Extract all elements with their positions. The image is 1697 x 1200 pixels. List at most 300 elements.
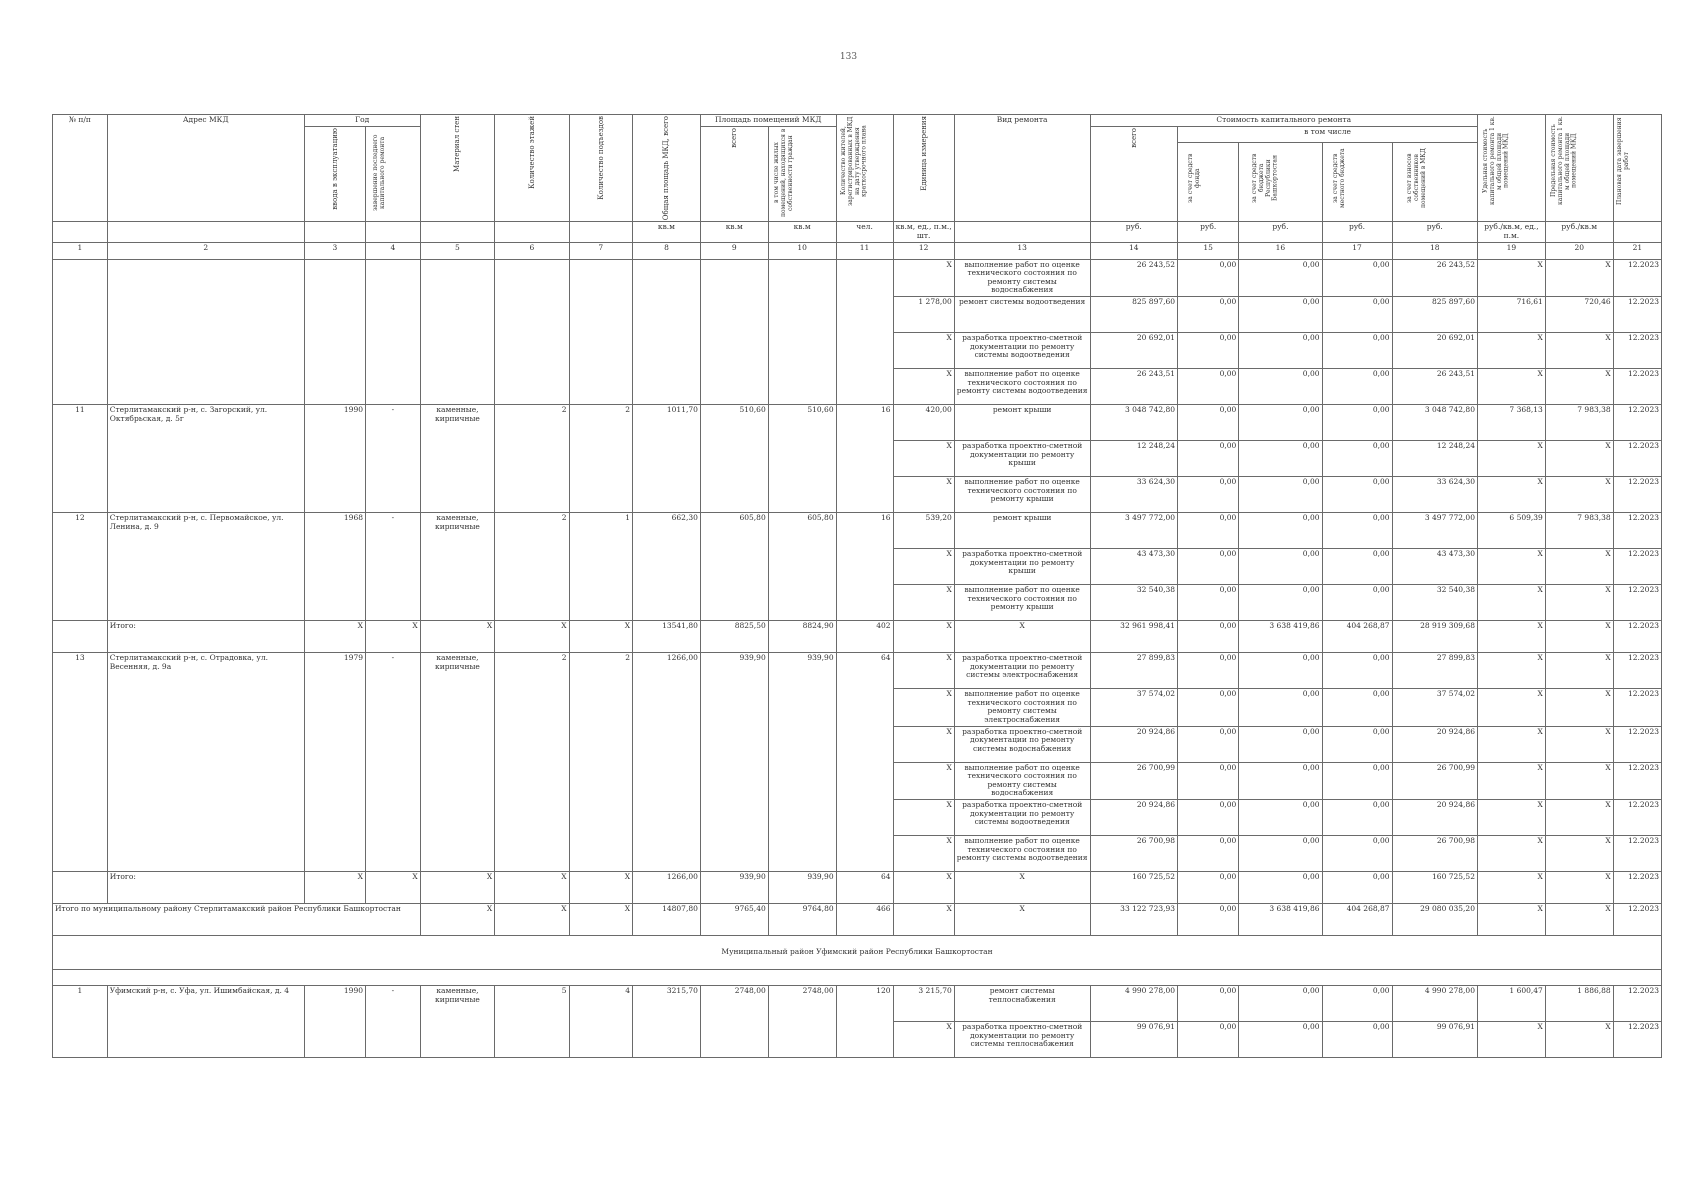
header-cost-total: всего [1090,127,1178,222]
repair-type: выполнение работ по оценке технического состояния по ремонту системы водоснабжения [954,259,1090,297]
unit-cell: руб./кв.м [1545,222,1613,242]
page-number: 133 [839,52,858,62]
unit-cell [107,222,304,242]
cost-owners: 27 899,83 [1392,653,1477,689]
column-number: 14 [1090,242,1178,259]
cost-fund: 0,00 [1178,1022,1239,1058]
unit-cell [495,222,569,242]
empty-cell [495,259,569,405]
cost-republic: 0,00 [1239,513,1322,549]
unit-cell: руб. [1090,222,1178,242]
specific-cost: X [1477,800,1545,836]
header-year-last-repair: завершение последнего капитального ремонта [366,127,421,222]
total-row [53,872,1662,904]
cost-owners: 3 048 742,80 [1392,405,1477,441]
cost-republic: 0,00 [1239,689,1322,727]
cost-owners: 12 248,24 [1392,441,1477,477]
max-cost: 7 983,38 [1545,405,1613,441]
cost-total: 32 961 998,41 [1090,621,1178,653]
empty-cell [53,872,108,904]
capital-repair-table [52,114,1662,1058]
cost-fund: 0,00 [1178,800,1239,836]
empty-cell [768,259,836,405]
residents: 16 [836,513,893,621]
area-total: 605,80 [700,513,768,621]
specific-cost: X [1477,689,1545,727]
wall-material: каменные, кирпичные [420,653,494,872]
unit-value: X [893,259,954,297]
year-last-repair: - [366,405,421,513]
completion-date: 12.2023 [1613,689,1661,727]
house-address: Стерлитамакский р-н, с. Отрадовка, ул. Весенняя, д. 9а [107,653,304,872]
column-number: 1 [53,242,108,259]
cost-total: 27 899,83 [1090,653,1178,689]
cost-fund: 0,00 [1178,836,1239,872]
x-mark: X [366,621,421,653]
specific-cost: X [1477,441,1545,477]
header-cost-fund: за счет средств фонда [1178,142,1239,222]
cost-total: 4 990 278,00 [1090,986,1178,1022]
header-max-cost: Предельная стоимость капитального ремонта 1 кв. м общей площади помещений МКД [1545,115,1613,222]
unit-value: X [893,369,954,405]
cost-owners: 825 897,60 [1392,297,1477,333]
specific-cost: X [1477,762,1545,800]
unit-cell [1613,222,1661,242]
unit-cell: кв.м [633,222,701,242]
cost-republic: 0,00 [1239,585,1322,621]
column-number: 16 [1239,242,1322,259]
cost-republic: 0,00 [1239,297,1322,333]
specific-cost: X [1477,333,1545,369]
cost-owners: 29 080 035,20 [1392,904,1477,936]
specific-cost: X [1477,872,1545,904]
cost-fund: 0,00 [1178,872,1239,904]
cost-owners: 26 243,52 [1392,259,1477,297]
table-row [53,513,1662,549]
repair-type: разработка проектно-сметной документации по ремонту системы электроснабжения [954,653,1090,689]
completion-date: 12.2023 [1613,872,1661,904]
completion-date: 12.2023 [1613,762,1661,800]
repair-type: разработка проектно-сметной документации по ремонту системы водоснабжения [954,726,1090,762]
max-cost: X [1545,477,1613,513]
unit-cell: чел. [836,222,893,242]
completion-date: 12.2023 [1613,836,1661,872]
max-cost: 720,46 [1545,297,1613,333]
cost-owners: 160 725,52 [1392,872,1477,904]
x-mark: X [893,621,954,653]
x-mark: X [420,872,494,904]
x-mark: X [495,904,569,936]
table-row [53,653,1662,689]
area-residential: 9764,80 [768,904,836,936]
unit-cell: руб. [1178,222,1239,242]
unit-cell [53,222,108,242]
specific-cost: 6 509,39 [1477,513,1545,549]
header-including: в том числе [1178,127,1478,143]
cost-total: 26 700,98 [1090,836,1178,872]
cost-total: 33 122 723,93 [1090,904,1178,936]
cost-local: 0,00 [1322,872,1392,904]
cost-total: 26 243,52 [1090,259,1178,297]
cost-republic: 0,00 [1239,333,1322,369]
column-number: 9 [700,242,768,259]
floors: 2 [495,405,569,513]
unit-value: X [893,333,954,369]
column-number: 18 [1392,242,1477,259]
house-number: 11 [53,405,108,513]
cost-republic: 3 638 419,86 [1239,904,1322,936]
cost-owners: 20 924,86 [1392,800,1477,836]
column-number: 11 [836,242,893,259]
cost-local: 0,00 [1322,441,1392,477]
empty-cell [107,259,304,405]
cost-fund: 0,00 [1178,441,1239,477]
cost-total: 20 692,01 [1090,333,1178,369]
specific-cost: 1 600,47 [1477,986,1545,1022]
unit-value: X [893,689,954,727]
cost-owners: 99 076,91 [1392,1022,1477,1058]
unit-value: 420,00 [893,405,954,441]
entrances: 1 [569,513,632,621]
cost-republic: 0,00 [1239,986,1322,1022]
cost-owners: 4 990 278,00 [1392,986,1477,1022]
x-mark: X [304,621,365,653]
total-area: 1266,00 [633,872,701,904]
column-number: 13 [954,242,1090,259]
unit-value: X [893,653,954,689]
house-address: Стерлитамакский р-н, с. Первомайское, ул. Ленина, д. 9 [107,513,304,621]
entrances: 2 [569,653,632,872]
floors: 5 [495,986,569,1058]
completion-date: 12.2023 [1613,441,1661,477]
year-commission: 1968 [304,513,365,621]
column-number: 15 [1178,242,1239,259]
cost-republic: 0,00 [1239,836,1322,872]
max-cost: X [1545,872,1613,904]
floors: 2 [495,513,569,621]
column-number: 21 [1613,242,1661,259]
cost-owners: 20 692,01 [1392,333,1477,369]
header-area-total: всего [700,127,768,222]
unit-value: X [893,549,954,585]
x-mark: X [304,872,365,904]
max-cost: X [1545,904,1613,936]
house-number: 1 [53,986,108,1058]
unit-cell [954,222,1090,242]
completion-date: 12.2023 [1613,297,1661,333]
max-cost: X [1545,1022,1613,1058]
repair-type: ремонт крыши [954,513,1090,549]
unit-value: 3 215,70 [893,986,954,1022]
cost-republic: 0,00 [1239,405,1322,441]
cost-republic: 0,00 [1239,726,1322,762]
year-commission: 1990 [304,986,365,1058]
cost-local: 0,00 [1322,726,1392,762]
total-area: 1266,00 [633,653,701,872]
unit-value: X [893,762,954,800]
cost-total: 26 700,99 [1090,762,1178,800]
area-total: 510,60 [700,405,768,513]
year-last-repair: - [366,653,421,872]
cost-local: 0,00 [1322,836,1392,872]
header-specific-cost: Удельная стоимость капитального ремонта 1 кв. м общей площади помещений МКД [1477,115,1545,222]
cost-local: 0,00 [1322,297,1392,333]
wall-material: каменные, кирпичные [420,986,494,1058]
house-number: 12 [53,513,108,621]
max-cost: X [1545,800,1613,836]
cost-owners: 37 574,02 [1392,689,1477,727]
column-number: 7 [569,242,632,259]
completion-date: 12.2023 [1613,904,1661,936]
residents: 64 [836,872,893,904]
cost-fund: 0,00 [1178,369,1239,405]
header-address: Адрес МКД [107,115,304,222]
cost-total: 825 897,60 [1090,297,1178,333]
area-total: 939,90 [700,872,768,904]
cost-owners: 28 919 309,68 [1392,621,1477,653]
x-mark: X [954,872,1090,904]
max-cost: 1 886,88 [1545,986,1613,1022]
empty-cell [633,259,701,405]
total-area: 13541,80 [633,621,701,653]
cost-owners: 43 473,30 [1392,549,1477,585]
unit-cell [366,222,421,242]
cost-fund: 0,00 [1178,477,1239,513]
cost-total: 12 248,24 [1090,441,1178,477]
unit-cell [304,222,365,242]
units-row [53,222,1662,242]
repair-type: выполнение работ по оценке технического состояния по ремонту крыши [954,585,1090,621]
column-number: 20 [1545,242,1613,259]
cost-owners: 33 624,30 [1392,477,1477,513]
unit-value: 1 278,00 [893,297,954,333]
wall-material: каменные, кирпичные [420,513,494,621]
cost-local: 0,00 [1322,1022,1392,1058]
cost-local: 0,00 [1322,762,1392,800]
cost-local: 0,00 [1322,477,1392,513]
unit-cell: руб. [1392,222,1477,242]
area-residential: 8824,90 [768,621,836,653]
column-number: 6 [495,242,569,259]
unit-cell: кв.м [768,222,836,242]
cost-local: 0,00 [1322,333,1392,369]
cost-fund: 0,00 [1178,259,1239,297]
house-address: Стерлитамакский р-н, с. Загорский, ул. Октябрьская, д. 5г [107,405,304,513]
header-year-commission: ввода в эксплуатацию [304,127,365,222]
cost-republic: 0,00 [1239,441,1322,477]
header-repair-type: Вид ремонта [954,115,1090,222]
unit-cell: руб. [1322,222,1392,242]
entrances: 2 [569,405,632,513]
max-cost: X [1545,585,1613,621]
header-completion: Плановая дата завершения работ [1613,115,1661,222]
cost-total: 33 624,30 [1090,477,1178,513]
residents: 466 [836,904,893,936]
unit-value: X [893,477,954,513]
total-area: 3215,70 [633,986,701,1058]
repair-type: разработка проектно-сметной документации по ремонту системы водоотведения [954,333,1090,369]
completion-date: 12.2023 [1613,405,1661,441]
specific-cost: X [1477,836,1545,872]
completion-date: 12.2023 [1613,333,1661,369]
column-number: 2 [107,242,304,259]
section-row [53,936,1662,970]
specific-cost: 716,61 [1477,297,1545,333]
unit-cell: руб. [1239,222,1322,242]
header-residents: Количество жителей, зарегистрированных в МКД на дату утверждения краткосрочного плана [836,115,893,222]
house-number: 13 [53,653,108,872]
specific-cost: X [1477,653,1545,689]
max-cost: X [1545,369,1613,405]
repair-type: разработка проектно-сметной документации по ремонту системы водоотведения [954,800,1090,836]
total-area: 662,30 [633,513,701,621]
completion-date: 12.2023 [1613,259,1661,297]
x-mark: X [893,904,954,936]
unit-cell [569,222,632,242]
max-cost: X [1545,621,1613,653]
unit-value: X [893,441,954,477]
cost-total: 26 243,51 [1090,369,1178,405]
cost-republic: 0,00 [1239,1022,1322,1058]
cost-total: 3 048 742,80 [1090,405,1178,441]
area-residential: 510,60 [768,405,836,513]
area-total: 9765,40 [700,904,768,936]
empty-cell [53,259,108,405]
x-mark: X [495,872,569,904]
year-last-repair: - [366,986,421,1058]
column-number: 10 [768,242,836,259]
header-no: № п/п [53,115,108,222]
area-residential: 939,90 [768,653,836,872]
house-address: Уфимский р-н, с. Уфа, ул. Ишимбайская, д. 4 [107,986,304,1058]
max-cost: 7 983,38 [1545,513,1613,549]
specific-cost: X [1477,477,1545,513]
entrances: 4 [569,986,632,1058]
completion-date: 12.2023 [1613,621,1661,653]
x-mark: X [569,904,632,936]
residents: 16 [836,405,893,513]
cost-total: 99 076,91 [1090,1022,1178,1058]
column-number: 17 [1322,242,1392,259]
wall-material: каменные, кирпичные [420,405,494,513]
table-row [53,405,1662,441]
max-cost: X [1545,689,1613,727]
completion-date: 12.2023 [1613,549,1661,585]
cost-fund: 0,00 [1178,689,1239,727]
total-row [53,621,1662,653]
cost-local: 0,00 [1322,653,1392,689]
specific-cost: X [1477,726,1545,762]
cost-fund: 0,00 [1178,762,1239,800]
max-cost: X [1545,762,1613,800]
cost-local: 0,00 [1322,549,1392,585]
cost-local: 0,00 [1322,405,1392,441]
empty-cell [53,621,108,653]
unit-value: X [893,836,954,872]
spacer-row [53,970,1662,986]
unit-value: X [893,800,954,836]
completion-date: 12.2023 [1613,1022,1661,1058]
specific-cost: 7 368,13 [1477,405,1545,441]
cost-local: 0,00 [1322,800,1392,836]
area-total: 939,90 [700,653,768,872]
column-number: 19 [1477,242,1545,259]
unit-cell: кв.м, ед., п.м., шт. [893,222,954,242]
table-row [53,986,1662,1022]
completion-date: 12.2023 [1613,653,1661,689]
specific-cost: X [1477,259,1545,297]
max-cost: X [1545,653,1613,689]
repair-type: выполнение работ по оценке технического состояния по ремонту системы водоотведения [954,836,1090,872]
total-label: Итого по муниципальному району Стерлитамакский район Республики Башкортостан [53,904,421,936]
repair-type: выполнение работ по оценке технического состояния по ремонту системы электроснабжения [954,689,1090,727]
total-label: Итого: [107,872,304,904]
repair-type: ремонт системы теплоснабжения [954,986,1090,1022]
cost-republic: 0,00 [1239,369,1322,405]
completion-date: 12.2023 [1613,477,1661,513]
cost-local: 0,00 [1322,689,1392,727]
header-entrances: Количество подъездов [569,115,632,222]
repair-type: ремонт системы водоотведения [954,297,1090,333]
completion-date: 12.2023 [1613,513,1661,549]
cost-fund: 0,00 [1178,405,1239,441]
specific-cost: X [1477,549,1545,585]
header-wall-material: Материал стен [420,115,494,222]
header-floors: Количество этажей [495,115,569,222]
x-mark: X [420,621,494,653]
header-cost-group: Стоимость капитального ремонта [1090,115,1477,127]
cost-republic: 0,00 [1239,800,1322,836]
cost-local: 404 268,87 [1322,621,1392,653]
specific-cost: X [1477,1022,1545,1058]
column-number: 12 [893,242,954,259]
max-cost: X [1545,726,1613,762]
total-row [53,904,1662,936]
unit-value: X [893,1022,954,1058]
x-mark: X [954,621,1090,653]
empty-cell [366,259,421,405]
year-last-repair: - [366,513,421,621]
cost-owners: 26 243,51 [1392,369,1477,405]
completion-date: 12.2023 [1613,585,1661,621]
residents: 120 [836,986,893,1058]
cost-republic: 3 638 419,86 [1239,621,1322,653]
cost-owners: 26 700,98 [1392,836,1477,872]
cost-local: 404 268,87 [1322,904,1392,936]
cost-owners: 20 924,86 [1392,726,1477,762]
area-residential: 2748,00 [768,986,836,1058]
cost-fund: 0,00 [1178,986,1239,1022]
cost-fund: 0,00 [1178,513,1239,549]
completion-date: 12.2023 [1613,369,1661,405]
unit-cell [420,222,494,242]
cost-republic: 0,00 [1239,477,1322,513]
header-year-group: Год [304,115,420,127]
cost-republic: 0,00 [1239,872,1322,904]
cost-local: 0,00 [1322,369,1392,405]
column-numbers-row [53,242,1662,259]
specific-cost: X [1477,621,1545,653]
area-residential: 605,80 [768,513,836,621]
specific-cost: X [1477,904,1545,936]
cost-fund: 0,00 [1178,621,1239,653]
empty-cell [420,259,494,405]
cost-local: 0,00 [1322,986,1392,1022]
cost-republic: 0,00 [1239,653,1322,689]
x-mark: X [569,872,632,904]
header-premises-group: Площадь помещений МКД [700,115,836,127]
cost-total: 32 540,38 [1090,585,1178,621]
